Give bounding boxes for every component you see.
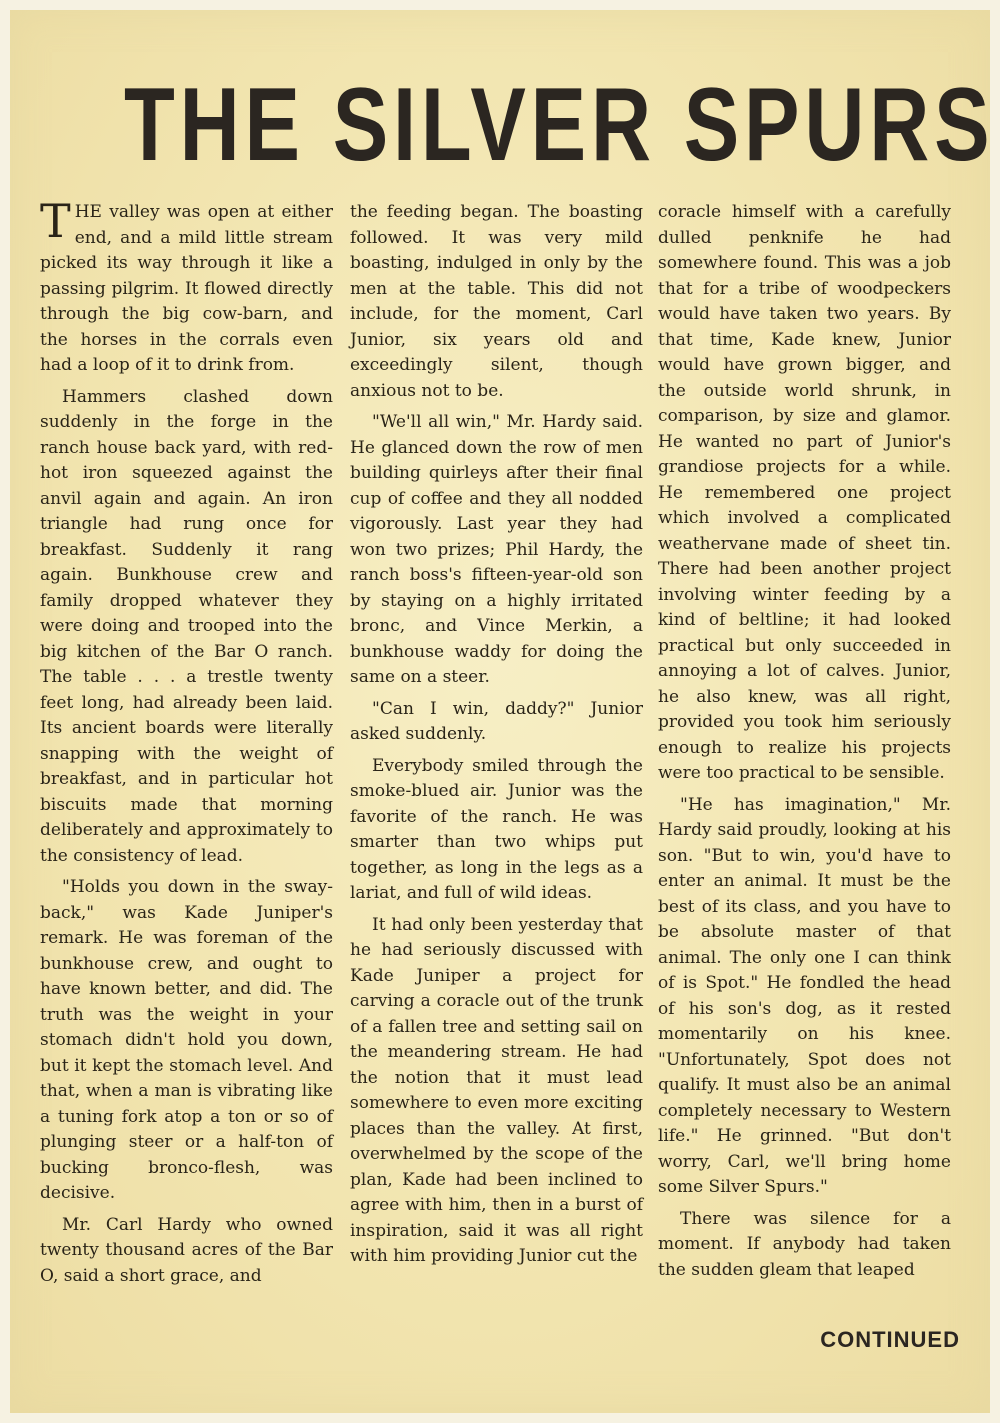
paragraph: "Holds you down in the sway-back," was Kade Juniper's remark. He was foreman of the bunkhouse crew, and ought to have known better, and did. The truth was the weight in your stomach didn't hold you down, but it kept the stomach level. And that, when a man is vibrating like a tuning fork atop a ton or so of plunging steer or a half-ton of bucking bronco-flesh, was decisive. — [40, 877, 333, 1203]
paragraph-text: HE valley was open at either end, and a mild little stream picked its way through it like a passing pilgrim. It flowed directly through the big cow-barn, and the horses in the corrals even had a loop of it to drink from. — [40, 202, 333, 375]
paragraph: "We'll all win," Mr. Hardy said. He glanced down the row of men building quirleys after their final cup of coffee and they all nodded vigorously. Last year they had won two prizes; Phil Hardy, the ranch boss's fifteen-year-old son by staying on a highly irritated bronc, and Vince Merkin, a bunkhouse waddy for doing the same on a steer. — [350, 412, 643, 687]
paragraph: Hammers clashed down suddenly in the forge in the ranch house back yard, with red-hot iron squeezed against the anvil again and again. An iron triangle had rung once for breakfast. Suddenly it rang again. Bunkhouse crew and family dropped whatever they were doing and trooped into the big kitchen of the Bar O ranch. The table . . . a trestle twenty feet long, had already been laid. Its ancient boards were literally snapping with the weight of breakfast, and in particular hot biscuits made that morning deliberately and approximately to the consistency of lead. — [40, 386, 333, 866]
paragraph: the feeding began. The boasting followed. It was very mild boasting, indulged in only by the men at the table. This did not include, for the moment, Carl Junior, six years old and exceedingly silent, though anxious not to be. — [350, 202, 643, 401]
paragraph: coracle himself with a carefully dulled penknife he had somewhere found. This was a job that for a tribe of woodpeckers would have taken two years. By that time, Kade knew, Junior would have grown bigger, and the outside world shrunk, in comparison, by size and glamor. He wanted no part of Junior's grandiose projects for a while. He remembered one project which involved a complicated weathervane made of sheet tin. There had been another project involving winter feeding by a kind of beltline; it had looked practical but only succeeded in annoying a lot of calves. Junior, he also knew, was all right, provided you took him seriously enough to realize his projects were too practical to be sensible. — [658, 202, 951, 783]
paragraph: There was silence for a moment. If anybody had taken the sudden gleam that leaped — [658, 1208, 951, 1280]
paragraph: Everybody smiled through the smoke-blued air. Junior was the favorite of the ranch. He was smarter than two whips put together, as long in the legs as a lariat, and full of wild ideas. — [350, 755, 643, 903]
continued-label: CONTINUED — [820, 1327, 960, 1352]
article-body — [40, 194, 955, 1335]
text-column-3 — [658, 200, 951, 1335]
paragraph: "Can I win, daddy?" Junior asked suddenly. — [350, 698, 643, 744]
text-column-2 — [350, 200, 643, 1335]
drop-cap: T — [40, 194, 71, 248]
text-column-1 — [40, 194, 333, 1335]
paragraph: "He has imagination," Mr. Hardy said proudly, looking at his son. "But to win, you'd have to enter an animal. It must be the best of its class, and you have to be absolute master of that animal. The only one I can think of is Spot." He fondled the head of his son's dog, as it rested momentarily on his knee. "Unfortunately, Spot does not qualify. It must also be an animal completely necessary to Western life." He grinned. "But don't worry, Carl, we'll bring home some Silver Spurs." — [658, 794, 951, 1197]
paragraph: It had only been yesterday that he had seriously discussed with Kade Juniper a project for carving a coracle out of the trunk of a fallen tree and setting sail on the meandering stream. He had the notion that it must lead somewhere to even more exciting places than the valley. At first, overwhelmed by the scope of the plan, Kade had been inclined to agree with him, then in a burst of inspiration, said it was all right with him providing Junior cut the — [350, 914, 643, 1266]
paragraph — [40, 194, 333, 379]
story-title: THE SILVER SPURS — [124, 67, 995, 183]
paragraph: Mr. Carl Hardy who owned twenty thousand acres of the Bar O, said a short grace, and — [40, 1214, 333, 1286]
